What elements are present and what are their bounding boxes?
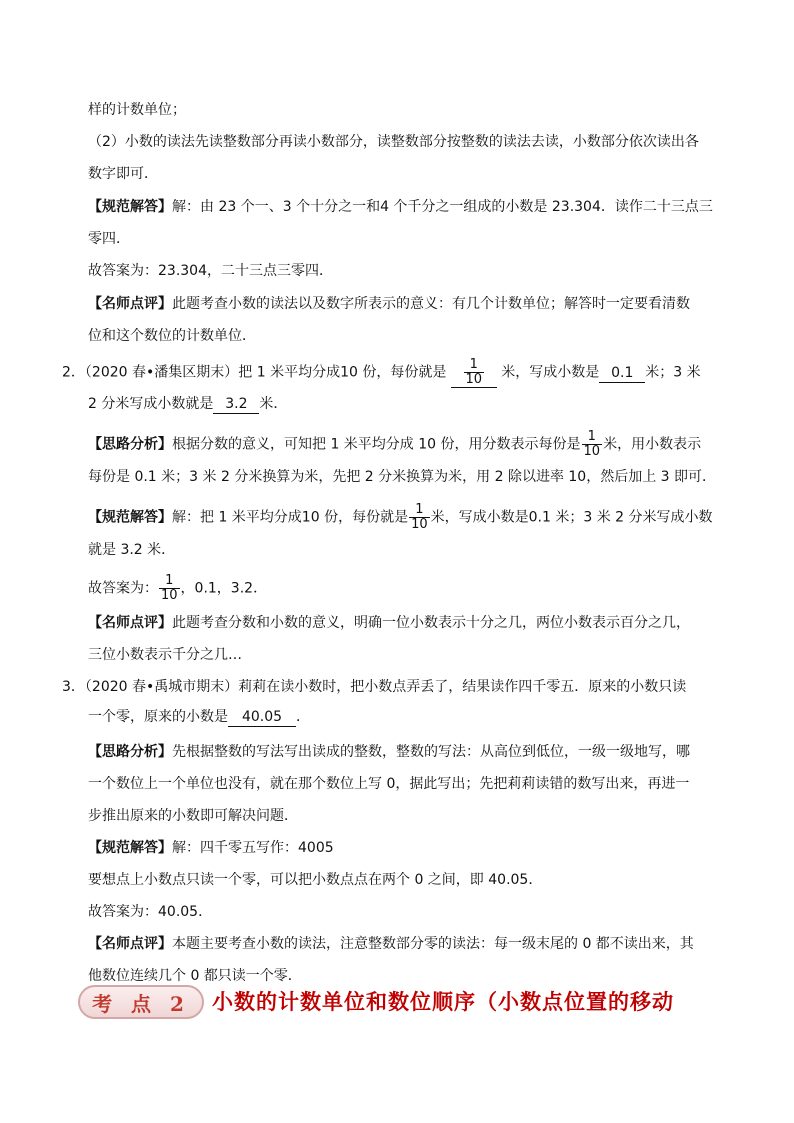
fraction: $\frac{1}{10}$ [161, 573, 178, 603]
text: 此题考查分数和小数的意义，明确一位小数表示十分之几，两位小数表示百分之几， [172, 615, 690, 631]
question-number: 2． [62, 364, 85, 381]
text: 样的计数单位； [88, 102, 186, 118]
text: 要想点上小数点只读一个零，可以把小数点点在两个 0 之间，即 40.05． [88, 872, 543, 888]
text-line [88, 742, 690, 762]
text-line [88, 645, 242, 665]
section-tag: 【名师点评】 [88, 936, 172, 952]
answer-blank: 40.05 [228, 708, 296, 727]
text: 米；3 米 [645, 364, 701, 381]
text: 数字即可． [88, 166, 158, 182]
section-tag: 【思路分析】 [88, 436, 172, 453]
text: 他数位连续几个 0 都只读一个零． [88, 968, 302, 984]
text-line [88, 574, 267, 603]
section-tag: 【规范解答】 [88, 199, 172, 215]
text: 一个数位上一个单位也没有，就在那个数位上写 0，据此写出；先把莉莉读错的数写出来，再进一 [88, 776, 690, 792]
text: 故答案为： [88, 580, 158, 597]
text-line [88, 100, 186, 120]
section-tag: 【思路分析】 [88, 744, 172, 760]
text-line [88, 806, 298, 826]
text: 故答案为：40.05． [88, 904, 213, 920]
text-line [88, 503, 713, 532]
fraction: $\frac{1}{10}$ [411, 502, 428, 532]
text: （2020 春•禹城市期末）莉莉在读小数时，把小数点弄丢了，结果读作四千零五．原来的小数只读 [84, 679, 687, 695]
text: 本题主要考查小数的读法，注意整数部分零的读法：每一级末尾的 0 都不读出来，其 [172, 936, 694, 952]
text: 2 分米写成小数就是 [88, 396, 214, 412]
text: 步推出原来的小数即可解决问题． [88, 808, 298, 824]
text: 解：把 1 米平均分成10 份，每份就是 [172, 509, 409, 526]
question-2-line-2 [88, 394, 287, 414]
answer-blank: 0.1 [599, 364, 645, 383]
text: （2020 春•潘集区期末）把 1 米平均分成10 份，每份就是 [84, 364, 447, 381]
fraction: $\frac{1}{10}$ [583, 429, 601, 459]
text: 故答案为：23.304，二十三点三零四． [88, 263, 333, 279]
text: 先根据整数的写法写出读成的整数，整数的写法：从高位到低位，一级一级地写，哪 [172, 744, 690, 760]
text-line [88, 934, 694, 954]
section-title: 小数的计数单位和数位顺序（小数点位置的移动 [212, 989, 674, 1014]
answer-blank [451, 358, 497, 388]
text: ． [296, 709, 310, 725]
question-3-line-2 [88, 707, 310, 727]
text: ，0.1，3.2． [180, 580, 268, 597]
text: 米，写成小数是0.1 米；3 米 2 分米写成小数 [430, 509, 713, 526]
text-line [88, 613, 690, 633]
section-badge-label: 考 点 2 [92, 991, 190, 1016]
section-tag: 【规范解答】 [88, 509, 172, 526]
section-tag: 【名师点评】 [88, 296, 172, 312]
text-line [88, 261, 333, 281]
section-tag: 【规范解答】 [88, 840, 172, 856]
question-2-line-1 [62, 358, 701, 388]
text: 三位小数表示千分之几… [88, 647, 242, 663]
text: 解：四千零五写作：4005 [172, 840, 334, 856]
text-line [88, 838, 334, 858]
text-line [88, 132, 699, 152]
text-line [88, 294, 690, 314]
text-line [88, 870, 542, 890]
question-3-line-1 [62, 677, 686, 697]
text: 每份是 0.1 米；3 米 2 分米换算为米，先把 2 分米换算为米，用 2 除以进率 10，然后加上 3 即可． [88, 469, 717, 485]
section-badge [78, 985, 204, 1019]
text: 此题考查小数的读法以及数字所表示的意义：有几个计数单位；解答时一定要看清数 [172, 296, 690, 312]
text: 解：由 23 个一、3 个十分之一和4 个千分之一组成的小数是 23.304．读作二十三点三 [172, 199, 713, 215]
text: （2）小数的读法先读整数部分再读小数部分，读整数部分按整数的读法去读，小数部分依次读出各 [88, 134, 699, 150]
text: 位和这个数位的计数单位． [88, 328, 256, 344]
text: 米，用小数表示 [603, 436, 702, 453]
question-number: 3． [62, 679, 85, 695]
answer-blank: 3.2 [213, 395, 259, 414]
text: 零四． [88, 231, 130, 247]
text-line [88, 164, 158, 184]
text: 就是 3.2 米． [88, 542, 176, 558]
text-line [88, 540, 175, 560]
text-line [88, 197, 713, 217]
section-tag: 【名师点评】 [88, 615, 172, 631]
text-line [88, 467, 716, 487]
text-line [88, 326, 256, 346]
text-line [88, 966, 302, 986]
text: 米，写成小数是 [501, 364, 600, 381]
fraction: $\frac{1}{10}$ [465, 357, 483, 387]
text-line [88, 902, 212, 922]
text: 根据分数的意义，可知把 1 米平均分成 10 份，用分数表示每份是 [172, 436, 581, 453]
text-line [88, 430, 701, 459]
text: 米． [259, 396, 288, 412]
text: 一个零，原来的小数是 [88, 709, 228, 725]
text-line [88, 229, 130, 249]
text-line [88, 774, 689, 794]
